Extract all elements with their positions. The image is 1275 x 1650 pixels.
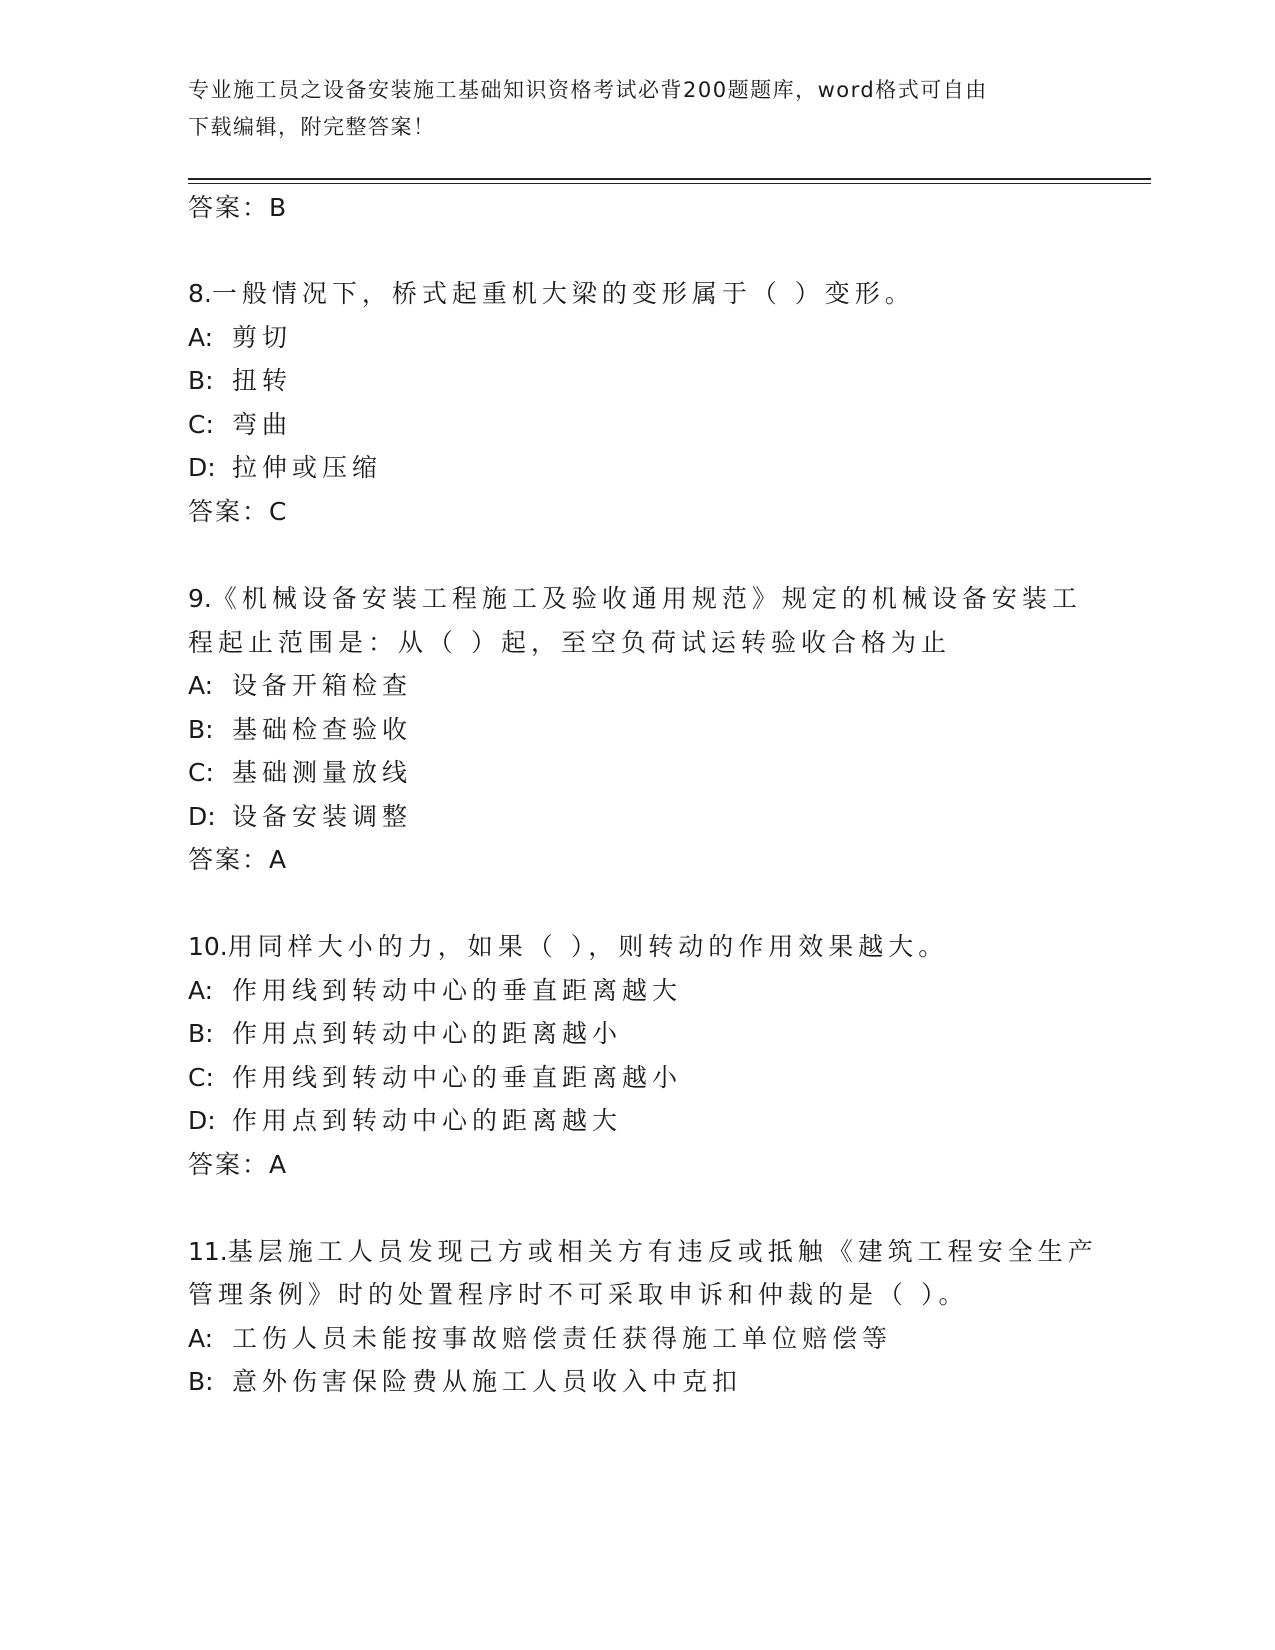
option-text: 设备安装调整 [232,802,413,831]
answer-line: 答案：C [188,497,289,526]
question-line: 管理条例》时的处置程序时不可采取申诉和仲裁的是（ ）。 [188,1280,969,1309]
option-b [188,1014,622,1050]
question-line: 程起止范围是：从（ ）起，至空负荷试运转验收合格为止 [188,628,951,657]
option-label: B: [188,366,214,395]
option-c [188,753,412,789]
option-label: A: [188,976,214,1005]
option-label: A: [188,323,214,352]
option-label: C: [188,1063,214,1092]
header-line-2: 下载编辑，附完整答案！ [188,115,436,139]
document-header [188,72,1068,146]
header-line-1: 专业施工员之设备安装施工基础知识资格考试必背200题题库，word格式可自由 [188,78,988,102]
option-text: 基础测量放线 [232,758,413,787]
option-b [188,1362,742,1398]
option-b [188,710,412,746]
option-text: 拉伸或压缩 [232,453,383,482]
question-text [188,1232,1098,1268]
option-label: A: [188,671,214,700]
option-label: B: [188,715,214,744]
option-c [188,405,292,441]
question-line: 《机械设备安装工程施工及验收通用规范》规定的机械设备安装工 [211,584,1082,613]
option-a [188,1319,892,1355]
option-text: 作用线到转动中心的垂直距离越小 [232,1063,683,1092]
question-number: 8. [188,279,212,308]
option-text: 作用点到转动中心的距离越小 [232,1019,623,1048]
question-text [188,927,948,963]
option-text: 设备开箱检查 [232,671,413,700]
option-text: 意外伤害保险费从施工人员收入中克扣 [232,1367,743,1396]
question-line: 用同样大小的力，如果（ ），则转动的作用效果越大。 [227,932,949,961]
answer-line: 答案：A [188,1150,289,1179]
option-label: C: [188,758,214,787]
option-d [188,797,412,833]
option-d [188,1101,622,1137]
header-rule-thick [188,178,1151,180]
question-number: 10. [188,932,228,961]
header-rule-thin [188,183,1151,184]
option-a [188,971,682,1007]
option-a [188,666,412,702]
option-label: D: [188,802,216,831]
option-b [188,361,292,397]
question-line: 基层施工人员发现己方或相关方有违反或抵触《建筑工程安全生产 [227,1237,1098,1266]
answer-line: 答案：A [188,845,289,874]
question-number: 11. [188,1237,228,1266]
option-text: 扭转 [232,366,293,395]
option-text: 弯曲 [232,410,293,439]
option-label: D: [188,1106,216,1135]
question-number: 9. [188,584,212,613]
option-label: D: [188,453,216,482]
option-c [188,1058,682,1094]
option-d [188,448,382,484]
option-label: B: [188,1367,214,1396]
option-label: A: [188,1324,214,1353]
question-text [188,579,1082,615]
answer-line: 答案：B [188,193,289,222]
option-text: 基础检查验收 [232,715,413,744]
question-line: 一般情况下，桥式起重机大梁的变形属于（ ）变形。 [211,279,915,308]
question-text [188,274,915,310]
option-a [188,318,292,354]
option-label: B: [188,1019,214,1048]
option-label: C: [188,410,214,439]
option-text: 剪切 [232,323,293,352]
option-text: 作用点到转动中心的距离越大 [232,1106,623,1135]
option-text: 工伤人员未能按事故赔偿责任获得施工单位赔偿等 [232,1324,893,1353]
option-text: 作用线到转动中心的垂直距离越大 [232,976,683,1005]
